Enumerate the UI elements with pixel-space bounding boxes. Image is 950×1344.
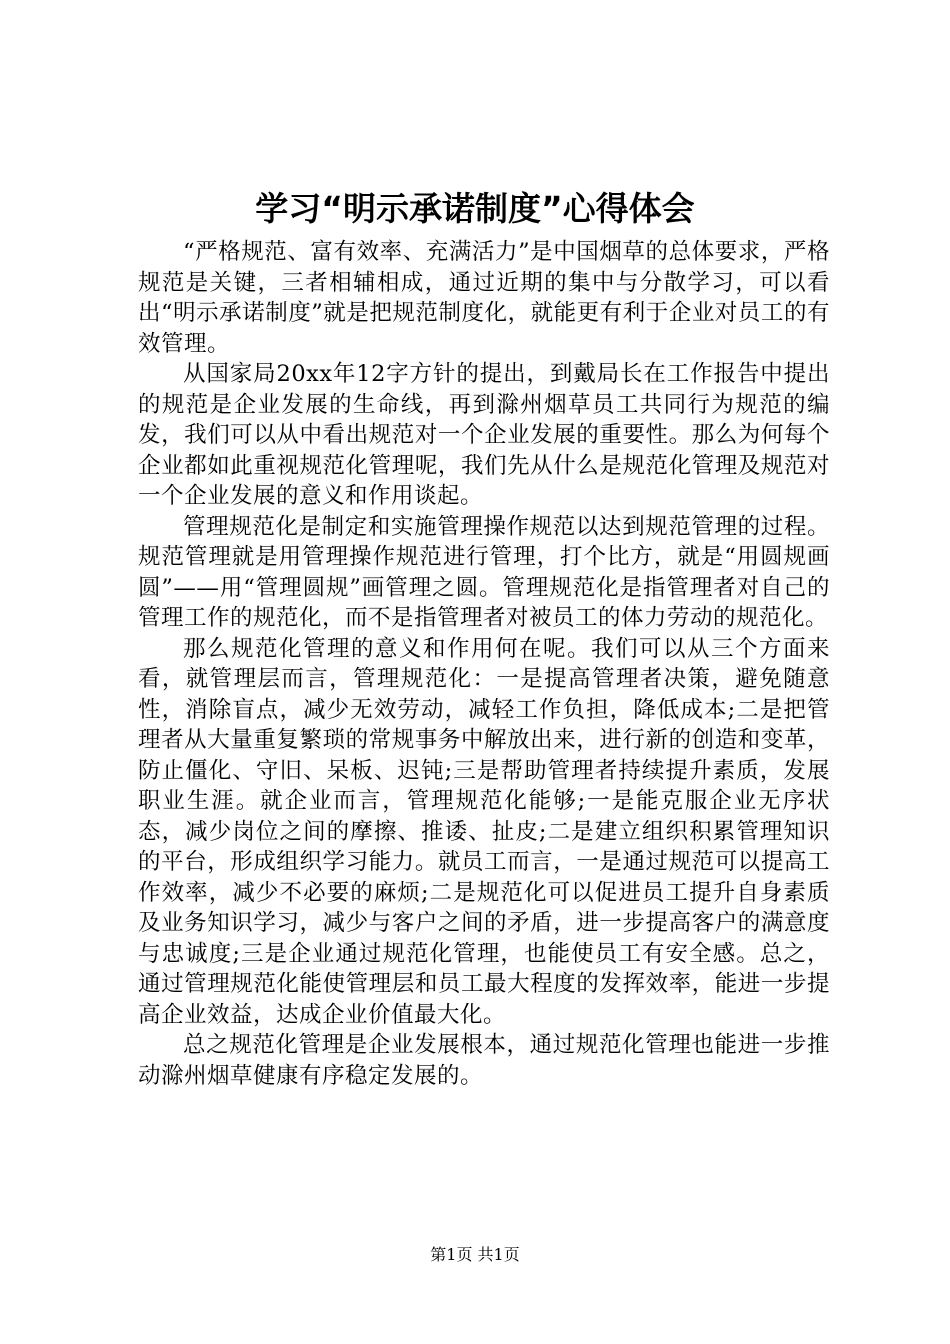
paragraph-5: 总之规范化管理是企业发展根本，通过规范化管理也能进一步推动滁州烟草健康有序稳定发展的。 xyxy=(138,1032,830,1089)
paragraph-4: 那么规范化管理的意义和作用何在呢。我们可以从三个方面来看，就管理层而言，管理规范化：一是提高管理者决策，避免随意性，消除盲点，减少无效劳动，减轻工作负担，降低成本;二是把管理者从大量重复繁琐的常规事务中解放出来，进行新的创造和变革，防止僵化、守旧、呆板、迟钝;三是帮助管理者持续提升素质，发展职业生涯。就企业而言，管理规范化能够;一是能克服企业无序状态，减少岗位之间的摩擦、推诿、扯皮;二是建立组织积累管理知识的平台，形成组织学习能力。就员工而言，一是通过规范可以提高工作效率，减少不必要的麻烦;二是规范化可以促进员工提升自身素质及业务知识学习，减少与客户之间的矛盾，进一步提高客户的满意度与忠诚度;三是企业通过规范化管理，也能使员工有安全感。总之，通过管理规范化能使管理层和员工最大程度的发挥效率，能进一步提高企业效益，达成企业价值最大化。 xyxy=(138,635,830,1028)
document-body xyxy=(138,237,830,1091)
page-number-footer: 第1页 共1页 xyxy=(430,1245,520,1264)
paragraph-2: 从国家局20xx年12字方针的提出，到戴局长在工作报告中提出的规范是企业发展的生命线，再到滁州烟草员工共同行为规范的编发，我们可以从中看出规范对一个企业发展的重要性。那么为何每个企业都如此重视规范化管理呢，我们先从什么是规范化管理及规范对一个企业发展的意义和作用谈起。 xyxy=(138,361,830,509)
paragraph-3: 管理规范化是制定和实施管理操作规范以达到规范管理的过程。规范管理就是用管理操作规范进行管理，打个比方，就是“用圆规画圆”——用“管理圆规”画管理之圆。管理规范化是指管理者对自己的管理工作的规范化，而不是指管理者对被员工的体力劳动的规范化。 xyxy=(138,513,830,631)
document-title: 学习“明示承诺制度”心得体会 xyxy=(255,189,695,228)
paragraph-1: “严格规范、富有效率、充满活力”是中国烟草的总体要求，严格规范是关键，三者相辅相成，通过近期的集中与分散学习，可以看出“明示承诺制度”就是把规范制度化，就能更有利于企业对员工的有效管理。 xyxy=(138,239,830,357)
